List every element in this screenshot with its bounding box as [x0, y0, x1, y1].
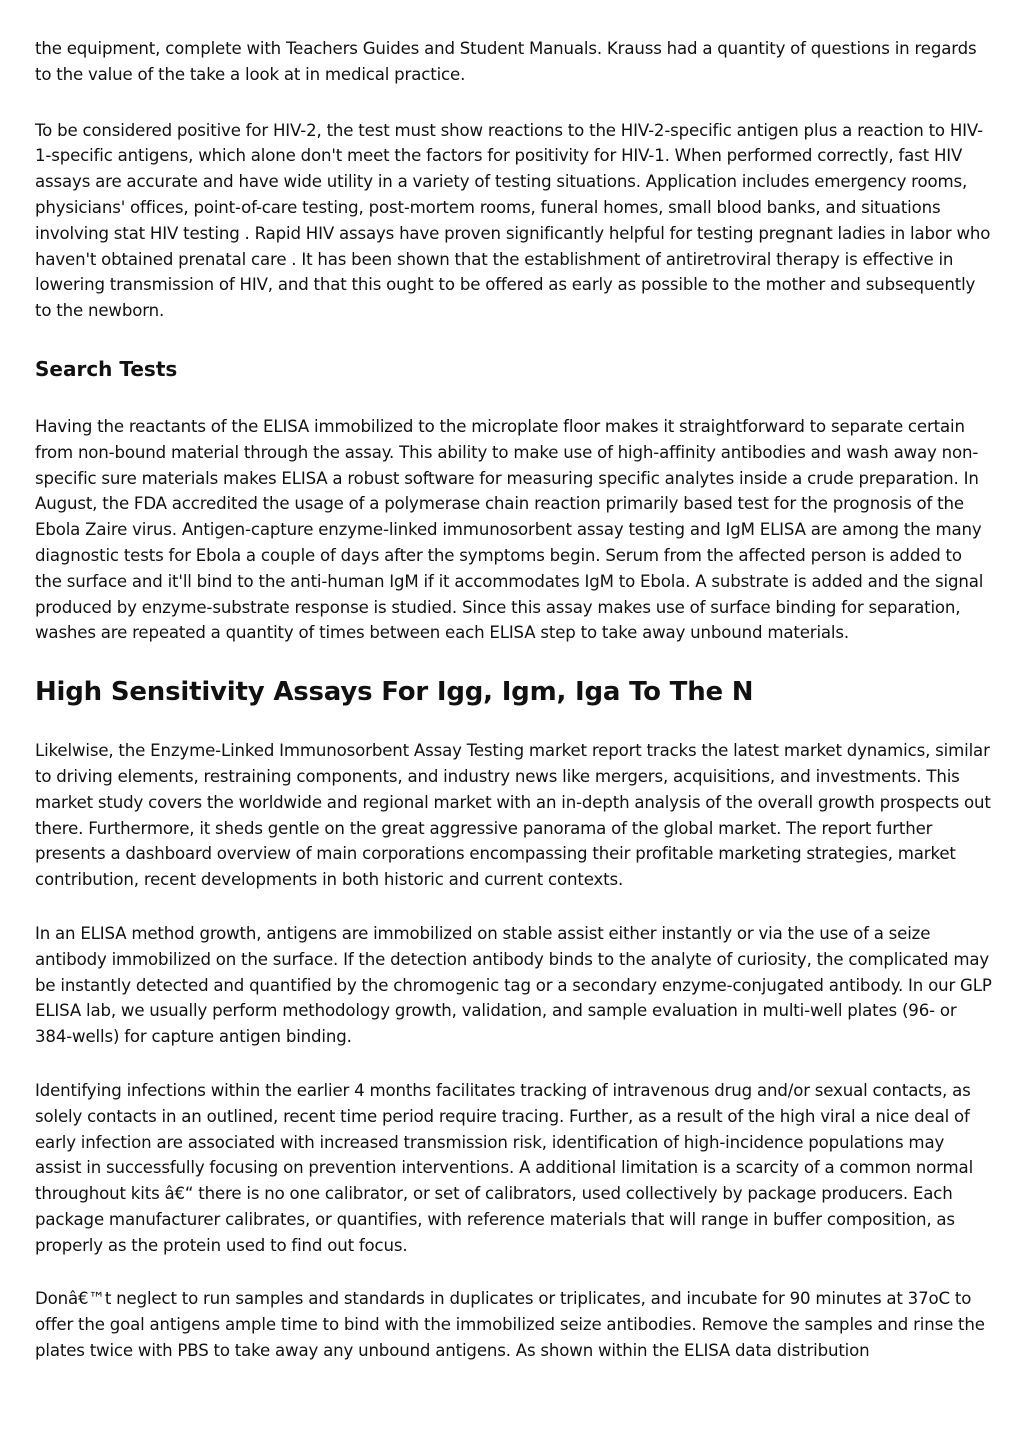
paragraph-elisa-method-growth: In an ELISA method growth, antigens are immobilized on stable assist either instantly or via the use of a seize antibody immobilized on the surface. If the detection antibody binds to the analyte of curiosity, the complicated may be instantly detected and quantified by the chromogenic tag or a secondary enzyme-conjugated antibody. In our GLP ELISA lab, we usually perform methodology growth, validation, and sample evaluation in multi-well plates (96- or 384-wells) for capture antigen binding.	[35, 923, 992, 1047]
paragraph-identifying-infections: Identifying infections within the earlier 4 months facilitates tracking of intravenous drug and/or sexual contacts, as solely contacts in an outlined, recent time period require tracing. Further, as a result of the high viral a nice deal of early infection are associated with increased transmission risk, identification of high-incidence populations may assist in successfully focusing on prevention interventions. A additional limitation is a scarcity of a common normal throughout kits â€“ there is no one calibrator, or set of calibrators, used collectively by package producers. Each package manufacturer calibrates, or quantifies, with reference materials that will range in buffer composition, as properly as the protein used to find out focus.	[35, 1080, 974, 1255]
paragraph-elisa-immobilized: Having the reactants of the ELISA immobilized to the microplate floor makes it straightforward to separate certain from non-bound material through the assay. This ability to make use of high-affinity antibodies and wash away non-specific sure materials makes ELISA a robust software for measuring specific analytes inside a crude preparation. In August, the FDA accredited the usage of a polymerase chain reaction primarily based test for the prognosis of the Ebola Zaire virus. Antigen-capture enzyme-linked immunosorbent assay testing and IgM ELISA are among the many diagnostic tests for Ebola a couple of days after the symptoms begin. Serum from the affected person is added to the surface and it'll bind to the anti-human IgM if it accommodates IgM to Ebola. A substrate is added and the signal produced by enzyme-substrate response is studied. Since this assay makes use of surface binding for separation, washes are repeated a quantity of times between each ELISA step to take away unbound materials.	[35, 416, 984, 643]
heading-high-sensitivity-assays: High Sensitivity Assays For Igg, Igm, Iga To The N	[35, 677, 754, 708]
paragraph-run-samples: Donâ€™t neglect to run samples and standards in duplicates or triplicates, and incubate for 90 minutes at 37oC to offer the goal antigens ample time to bind with the immobilized seize antibodies. Remove the samples and rinse the plates twice with PBS to take away any unbound antigens. As shown within the ELISA data distribution	[35, 1289, 985, 1361]
paragraph-hiv2-testing: To be considered positive for HIV-2, the test must show reactions to the HIV-2-specific antigen plus a reaction to HIV-1-specific antigens, which alone don't meet the factors for positivity for HIV-1. When performed correctly, fast HIV assays are accurate and have wide utility in a variety of testing situations. Application includes emergency rooms, physicians' offices, point-of-care testing, post-mortem rooms, funeral homes, small blood banks, and situations involving stat HIV testing . Rapid HIV assays have proven significantly helpful for testing pregnant ladies in labor who haven't obtained prenatal care . It has been shown that the establishment of antiretroviral therapy is effective in lowering transmission of HIV, and that this ought to be offered as early as possible to the mother and subsequently to the newborn.	[35, 120, 991, 321]
paragraph-market-report: Likelwise, the Enzyme-Linked Immunosorbent Assay Testing market report tracks the latest market dynamics, similar to driving elements, restraining components, and industry news like mergers, acquisitions, and investments. This market study covers the worldwide and regional market with an in-depth analysis of the overall growth prospects out there. Furthermore, it sheds gentle on the great aggressive panorama of the global market. The report further presents a dashboard overview of main corporations encompassing their profitable marketing strategies, market contribution, recent developments in both historic and current contexts.	[35, 741, 991, 890]
paragraph-equipment: the equipment, complete with Teachers Guides and Student Manuals. Krauss had a quantity of questions in regards to the value of the take a look at in medical practice.	[35, 39, 977, 84]
document-page	[35, 36, 993, 1364]
heading-search-tests: Search Tests	[35, 356, 178, 381]
